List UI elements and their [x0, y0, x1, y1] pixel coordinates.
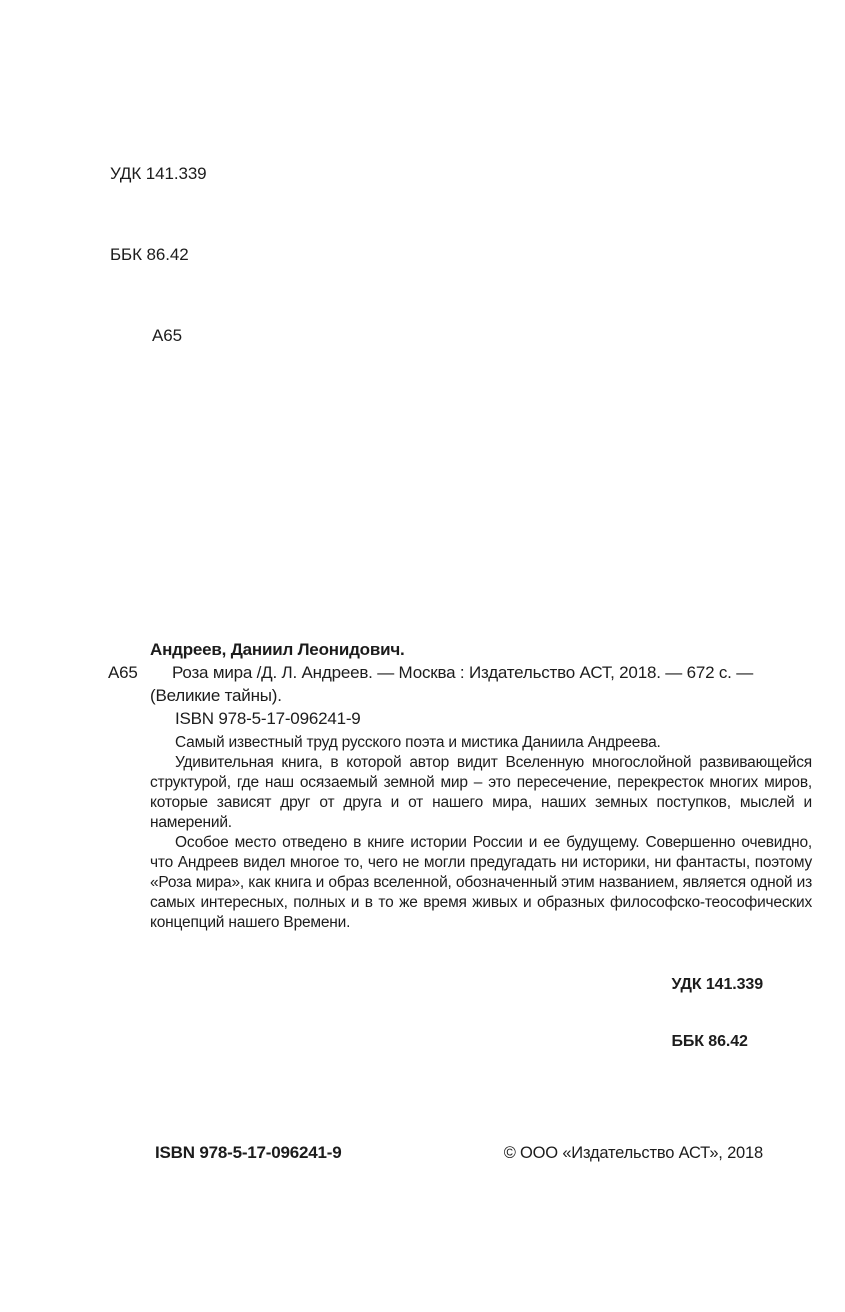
top-author-sign: А65	[152, 326, 182, 345]
card-author-heading: Андреев, Даниил Леонидович.	[150, 640, 405, 659]
card-margin-sign: А65	[108, 663, 138, 682]
annotation-paragraph-1: Самый известный труд русского поэта и мистика Даниила Андреева.	[175, 734, 661, 751]
footer-isbn: ISBN 978-5-17-096241-9	[155, 1143, 342, 1162]
footer-copyright: © ООО «Издательство АСТ», 2018	[503, 1144, 763, 1162]
footer-row	[155, 1143, 763, 1163]
card-description: Роза мира /Д. Л. Андреев. — Москва : Издательство АСТ, 2018. — 672 с. — (Великие тайны).	[150, 663, 753, 705]
right-udk-code: УДК 141.339	[671, 976, 763, 993]
annotation-block	[150, 733, 812, 933]
annotation-paragraph-3: Особое место отведено в книге истории России и ее будущему. Совершенно очевидно, что Андреев видел многое то, чего не могли предугадать ни историки, ни фантасты, поэтому «Роза мира», как книга и образ вселенной, обозначенный этим названием, является одной из самых интересных, полных и в то же время живых и образных философско-теософических концепций нашего Времени.	[150, 834, 812, 931]
top-codes-block	[110, 106, 207, 403]
right-bbk-code: ББК 86.42	[671, 1033, 748, 1050]
catalog-card	[108, 638, 812, 730]
top-udk-code: УДК 141.339	[110, 164, 207, 183]
main-column	[108, 638, 812, 1089]
right-codes-block	[672, 937, 764, 1089]
annotation-paragraph-2: Удивительная книга, в которой автор видит Вселенную многослойной развивающейся структурой, где наш осязаемый земной мир – это пересечение, перекресток многих миров, которые зависят друг от друга и от нашего мира, наших земных поступков, мыслей и намерений.	[150, 754, 812, 831]
top-bbk-code: ББК 86.42	[110, 245, 189, 264]
right-codes-wrap	[150, 937, 812, 1089]
card-isbn: ISBN 978-5-17-096241-9	[175, 709, 361, 728]
